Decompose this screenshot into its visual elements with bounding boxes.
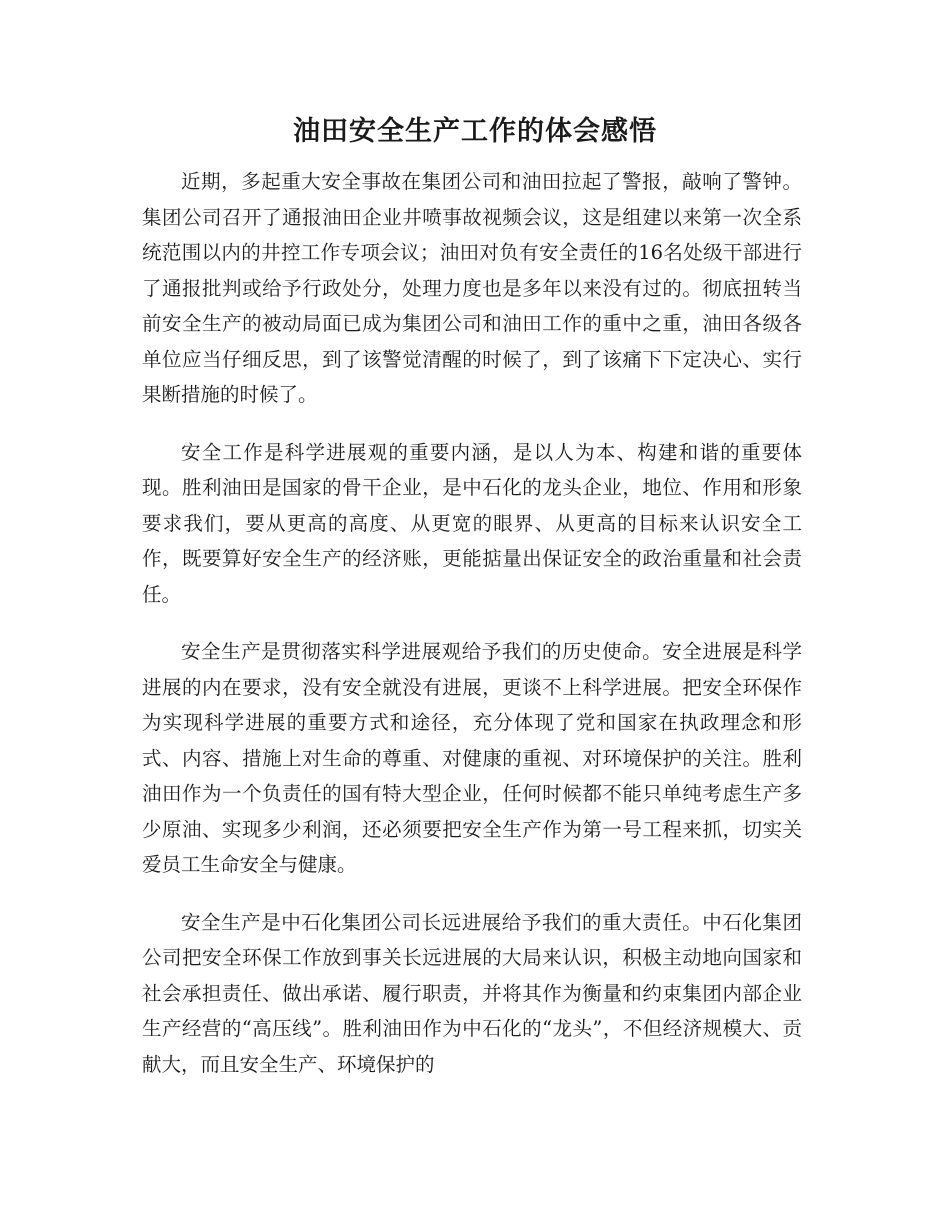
paragraph: 近期，多起重大安全事故在集团公司和油田拉起了警报，敲响了警钟。集团公司召开了通报油田企业井喷事故视频会议，这是组建以来第一次全系统范围以内的井控工作专项会议；油田对负有安全责任的16名处级干部进行了通报批判或给予行政处分，处理力度也是多年以来没有过的。彻底扭转当前安全生产的被动局面已成为集团公司和油田工作的重中之重，油田各级各单位应当仔细反思，到了该警觉清醒的时候了，到了该痛下下定决心、实行果断措施的时候了。 — [142, 170, 802, 406]
document-title: 油田安全生产工作的体会感悟 — [293, 116, 657, 147]
document-body — [142, 164, 802, 1104]
paragraph: 安全生产是贯彻落实科学进展观给予我们的历史使命。安全进展是科学进展的内在要求，没有安全就没有进展，更谈不上科学进展。把安全环保作为实现科学进展的重要方式和途径，充分体现了党和国家在执政理念和形式、内容、措施上对生命的尊重、对健康的重视、对环境保护的关注。胜利油田作为一个负责任的国有特大型企业，任何时候都不能只单纯考虑生产多少原油、实现多少利润，还必须要把安全生产作为第一号工程来抓，切实关爱员工生命安全与健康。 — [142, 640, 802, 876]
paragraph: 安全生产是中石化集团公司长远进展给予我们的重大责任。中石化集团公司把安全环保工作放到事关长远进展的大局来认识，积极主动地向国家和社会承担责任、做出承诺、履行职责，并将其作为衡量和约束集团内部企业生产经营的“高压线”。胜利油田作为中石化的“龙头”，不但经济规模大、贡献大，而且安全生产、环境保护的 — [142, 910, 802, 1076]
paragraph: 安全工作是科学进展观的重要内涵，是以人为本、构建和谐的重要体现。胜利油田是国家的骨干企业，是中石化的龙头企业，地位、作用和形象要求我们，要从更高的高度、从更宽的眼界、从更高的目标来认识安全工作，既要算好安全生产的经济账，更能掂量出保证安全的政治重量和社会责任。 — [142, 440, 802, 606]
